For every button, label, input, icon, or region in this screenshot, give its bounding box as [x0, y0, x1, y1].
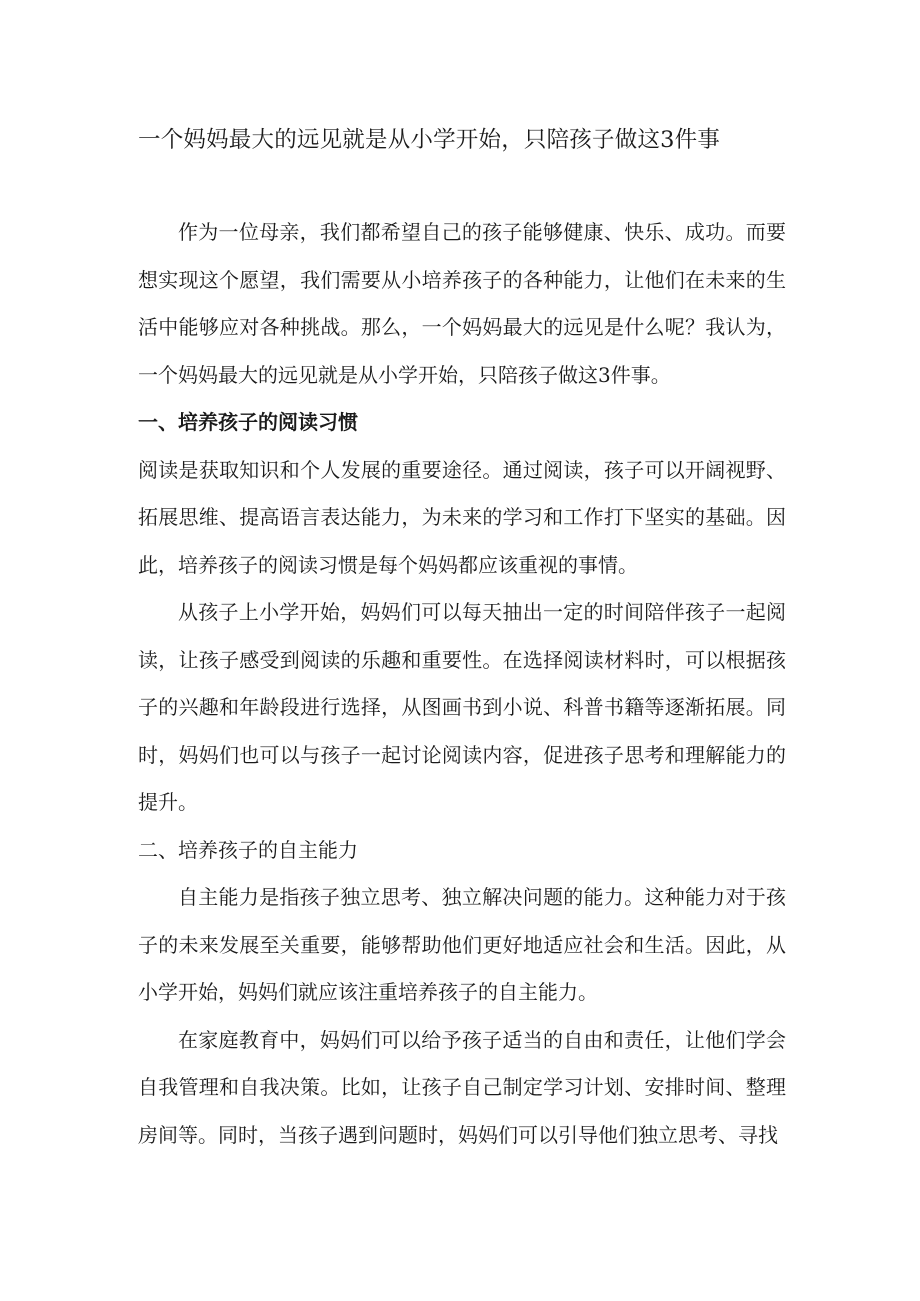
- document-title: 一个妈妈最大的远见就是从小学开始，只陪孩子做这3件事: [138, 127, 721, 153]
- section-heading-reading: 一、培养孩子的阅读习惯: [138, 410, 358, 434]
- reading-paragraph-1: 阅读是获取知识和个人发展的重要途径。通过阅读，孩子可以开阔视野、拓展思维、提高语言表达能力，为未来的学习和工作打下坚实的基础。因此，培养孩子的阅读习惯是每个妈妈都应该重视的事情。: [138, 457, 786, 577]
- section-heading-autonomy: 二、培养孩子的自主能力: [138, 837, 358, 862]
- intro-paragraph: 作为一位母亲，我们都希望自己的孩子能够健康、快乐、成功。而要想实现这个愿望，我们需要从小培养孩子的各种能力，让他们在未来的生活中能够应对各种挑战。那么，一个妈妈最大的远见是什么呢？我认为，一个妈妈最大的远见就是从小学开始，只陪孩子做这3件事。: [138, 220, 786, 387]
- reading-paragraph-2: 从孩子上小学开始，妈妈们可以每天抽出一定的时间陪伴孩子一起阅读，让孩子感受到阅读的乐趣和重要性。在选择阅读材料时，可以根据孩子的兴趣和年龄段进行选择，从图画书到小说、科普书籍等逐渐拓展。同时，妈妈们也可以与孩子一起讨论阅读内容，促进孩子思考和理解能力的提升。: [138, 600, 786, 814]
- autonomy-paragraph-1: 自主能力是指孩子独立思考、独立解决问题的能力。这种能力对于孩子的未来发展至关重要，能够帮助他们更好地适应社会和生活。因此，从小学开始，妈妈们就应该注重培养孩子的自主能力。: [138, 885, 786, 1004]
- document-body: [138, 209, 786, 1159]
- autonomy-paragraph-2: 在家庭教育中，妈妈们可以给予孩子适当的自由和责任，让他们学会自我管理和自我决策。比如，让孩子自己制定学习计划、安排时间、整理房间等。同时，当孩子遇到问题时，妈妈们可以引导他们独立思考、寻找: [138, 1027, 786, 1147]
